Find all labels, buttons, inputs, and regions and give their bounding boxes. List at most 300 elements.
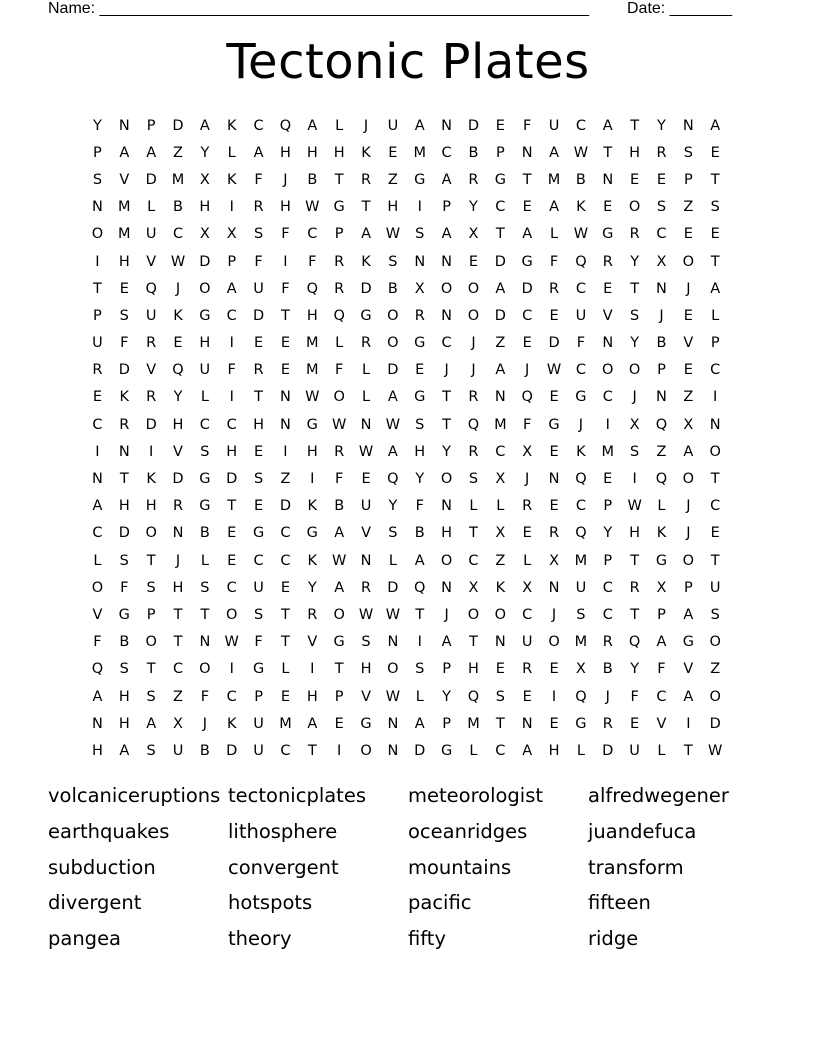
grid-letter: W [385,688,401,705]
grid-letter: R [414,307,425,324]
grid-letter: I [229,199,234,216]
grid-letter: L [657,498,666,515]
grid-letter: J [686,525,691,542]
grid-letter: T [173,634,183,651]
grid-letter: L [227,144,236,161]
grid-letter: T [710,552,720,569]
grid-letter: K [576,443,586,460]
word-list-item: pangea [48,927,122,951]
word-list-item: tectonicplates [228,784,366,807]
grid-letter: B [575,171,586,188]
grid-letter: Q [521,389,533,406]
grid-letter: J [175,552,181,569]
grid-letter: E [549,307,559,324]
grid-letter: T [630,280,640,297]
grid-letter: L [469,498,478,515]
grid-letter: B [173,199,183,216]
grid-letter: W [331,552,347,569]
grid-letter: S [146,579,156,596]
grid-letter: N [656,389,667,406]
grid-letter: C [575,280,586,297]
grid-letter: G [414,389,426,406]
grid-letter: I [229,661,234,678]
grid-letter: O [467,280,480,297]
grid-row [84,411,729,438]
grid-letter: X [199,171,210,188]
grid-letter: Q [575,253,587,270]
grid-letter: X [414,280,425,297]
grid-letter: J [605,688,610,705]
grid-letter: N [682,117,694,134]
grid-letter: G [306,525,318,542]
grid-letter: R [468,171,479,188]
grid-letter: N [172,525,184,542]
grid-letter: J [444,362,449,379]
grid-letter: L [361,362,371,379]
grid-letter: E [683,226,693,243]
grid-letter: T [93,280,102,297]
grid-letter: A [253,144,264,161]
grid-letter: H [468,661,479,678]
grid-letter: Q [655,416,668,433]
grid-letter: O [467,606,480,623]
grid-letter: L [147,199,156,216]
grid-letter: G [575,715,587,732]
grid-letter: T [281,606,290,623]
grid-letter: F [334,362,344,379]
grid-letter: C [495,443,506,460]
grid-letter: Q [655,471,668,488]
grid-letter: T [146,552,156,569]
grid-letter: T [254,389,264,406]
grid-letter: B [307,171,318,188]
grid-letter: B [119,634,130,651]
grid-letter: O [628,362,641,379]
grid-letter: A [710,117,721,134]
grid-letter: M [171,171,185,188]
grid-letter: G [360,307,372,324]
grid-letter: N [709,416,721,433]
grid-letter: M [601,443,615,460]
grid-letter: R [468,443,479,460]
grid-letter: T [334,661,344,678]
grid-letter: S [146,688,156,705]
grid-letter: A [495,362,506,379]
grid-letter: C [710,498,721,515]
grid-letter: L [549,226,559,243]
grid-letter: H [306,688,318,705]
grid-letter: N [441,253,453,270]
grid-letter: N [521,715,533,732]
grid-letter: P [657,606,666,623]
grid-letter: D [253,307,265,324]
grid-letter: V [307,634,318,651]
grid-letter: U [575,307,587,324]
grid-letter: H [548,742,560,759]
grid-letter: O [494,606,507,623]
grid-letter: L [200,552,209,569]
grid-letter: V [146,253,157,270]
grid-letter: U [145,307,157,324]
grid-letter: L [388,552,397,569]
grid-letter: K [361,144,371,161]
grid-letter: J [632,389,637,406]
grid-letter: S [415,226,425,243]
grid-letter: R [172,498,184,515]
grid-letter: C [441,144,452,161]
grid-letter: N [360,416,372,433]
grid-letter: S [710,606,720,623]
grid-letter: N [387,634,399,651]
grid-letter: C [522,606,533,623]
grid-letter: A [522,226,533,243]
grid-letter: G [440,742,453,759]
word-list-item: oceanridges [408,819,528,843]
grid-letter: C [602,606,613,623]
grid-letter: T [469,634,478,651]
grid-letter: S [119,307,129,324]
grid-letter: G [494,171,506,188]
grid-row [84,194,729,221]
grid-letter: C [495,199,506,216]
grid-letter: Y [442,443,452,460]
grid-letter: N [118,443,130,460]
grid-letter: I [229,389,234,406]
grid-letter: K [226,117,237,134]
grid-letter: F [415,498,424,515]
grid-letter: S [200,443,210,460]
grid-letter: O [226,606,238,623]
grid-letter: B [387,280,398,297]
grid-letter: V [119,171,130,188]
grid-letter: U [548,117,560,134]
grid-letter: Y [388,498,398,515]
grid-letter: D [145,171,157,188]
grid-letter: H [279,199,291,216]
grid-row [84,275,729,302]
grid-letter: E [683,362,693,379]
grid-letter: D [494,253,506,270]
grid-letter: R [602,253,613,270]
grid-letter: Q [467,416,480,433]
grid-letter: B [199,742,210,759]
grid-letter: S [253,226,264,243]
grid-letter: E [280,688,291,705]
grid-letter: A [334,525,345,542]
grid-letter: G [252,525,265,542]
grid-letter: J [283,171,288,188]
grid-letter: D [494,307,506,324]
grid-letter: E [549,715,559,732]
grid-letter: N [602,171,614,188]
grid-letter: O [91,579,104,596]
grid-letter: Y [657,117,666,134]
grid-letter: C [602,389,613,406]
grid-letter: S [415,416,425,433]
grid-letter: T [415,606,425,623]
grid-letter: M [574,634,588,651]
grid-letter: Y [307,579,317,596]
grid-letter: J [686,498,691,515]
grid-letter: N [199,634,211,651]
grid-letter: I [310,661,315,678]
grid-letter: N [280,416,291,433]
grid-letter: X [522,443,533,460]
grid-letter: V [92,606,103,623]
grid-letter: G [548,416,560,433]
grid-letter: W [305,389,320,406]
grid-letter: A [119,742,130,759]
grid-letter: T [469,525,478,542]
grid-letter: D [467,117,480,134]
grid-letter: N [280,389,291,406]
grid-letter: O [548,634,560,651]
grid-letter: G [199,307,211,324]
grid-letter: N [656,280,667,297]
grid-letter: W [385,606,401,623]
grid-letter: R [334,443,345,460]
grid-letter: D [172,117,184,134]
grid-letter: X [656,253,667,270]
grid-letter: X [173,715,183,732]
grid-letter: O [199,280,211,297]
grid-letter: I [149,443,154,460]
grid-letter: F [657,661,666,678]
grid-letter: D [118,525,130,542]
grid-letter: A [387,443,398,460]
grid-letter: A [226,280,237,297]
grid-letter: E [92,389,103,406]
grid-letter: A [522,742,533,759]
grid-letter: L [415,688,424,705]
grid-letter: K [361,253,371,270]
grid-letter: V [146,362,157,379]
grid-letter: A [414,552,425,569]
grid-letter: Q [306,280,319,297]
grid-letter: E [710,525,720,542]
grid-letter: F [227,362,236,379]
grid-letter: U [575,579,587,596]
grid-letter: W [385,416,401,433]
grid-letter: D [118,362,130,379]
grid-letter: K [226,171,237,188]
grid-letter: A [549,199,559,216]
grid-letter: E [522,525,532,542]
grid-letter: E [630,715,640,732]
word-list-item: subduction [48,855,156,879]
grid-letter: E [522,199,532,216]
grid-letter: X [468,579,479,596]
grid-letter: D [548,335,560,352]
grid-letter: W [170,253,186,270]
grid-letter: A [549,144,559,161]
grid-letter: Z [683,389,694,406]
grid-letter: A [414,715,425,732]
grid-letter: D [521,280,533,297]
grid-letter: N [360,552,372,569]
grid-letter: X [549,552,559,569]
grid-letter: T [683,742,693,759]
grid-letter: E [710,226,720,243]
grid-letter: D [199,253,211,270]
grid-letter: L [523,552,532,569]
grid-letter: I [605,416,610,433]
page-title: Tectonic Plates [226,34,590,90]
grid-letter: V [683,661,694,678]
grid-letter: X [495,525,506,542]
grid-letter: E [280,335,291,352]
grid-letter: R [656,144,667,161]
grid-letter: A [710,280,721,297]
grid-letter: O [360,742,372,759]
grid-row [84,438,729,465]
grid-letter: U [253,579,264,596]
grid-letter: C [656,226,667,243]
grid-letter: R [253,199,264,216]
grid-letter: M [279,715,292,732]
grid-letter: E [361,471,371,488]
grid-letter: E [603,471,613,488]
grid-letter: W [385,226,401,243]
grid-letter: C [92,416,103,433]
grid-letter: H [414,443,426,460]
grid-letter: S [630,307,640,324]
grid-row [84,330,729,357]
grid-letter: O [199,661,211,678]
grid-letter: G [333,634,345,651]
grid-letter: U [145,226,157,243]
grid-letter: R [629,226,640,243]
word-list-item: mountains [408,855,512,879]
grid-letter: I [686,715,691,732]
grid-row [84,465,729,492]
grid-letter: H [333,144,345,161]
grid-letter: G [252,661,265,678]
grid-row [84,248,729,275]
grid-letter: H [172,416,184,433]
grid-letter: E [468,253,479,270]
grid-letter: D [226,742,238,759]
grid-letter: J [444,606,449,623]
grid-letter: C [575,362,586,379]
grid-letter: O [333,606,345,623]
grid-letter: R [119,416,130,433]
grid-letter: P [146,117,156,134]
grid-letter: L [496,498,505,515]
grid-letter: K [173,307,183,324]
grid-letter: A [92,688,103,705]
grid-row [84,737,729,764]
grid-letter: T [334,171,344,188]
grid-letter: Z [173,688,183,705]
date-field-label: Date: _______ [627,0,732,17]
grid-letter: O [709,443,721,460]
grid-letter: E [119,280,129,297]
grid-letter: R [360,335,372,352]
grid-letter: L [711,307,720,324]
grid-letter: F [523,117,532,134]
grid-letter: S [656,199,667,216]
word-list-item: lithosphere [228,819,338,843]
grid-letter: T [495,226,505,243]
grid-letter: H [441,525,453,542]
grid-letter: N [414,253,426,270]
grid-letter: E [549,389,559,406]
grid-letter: S [361,634,371,651]
grid-letter: E [254,498,264,515]
grid-letter: Y [630,335,640,352]
word-list-item: theory [228,927,292,951]
grid-letter: G [306,416,318,433]
grid-letter: C [280,742,291,759]
grid-letter: H [172,579,184,596]
grid-letter: E [254,335,264,352]
grid-letter: M [413,144,426,161]
grid-letter: O [387,661,399,678]
grid-letter: T [710,253,720,270]
grid-letter: I [337,742,342,759]
grid-letter: W [573,144,589,161]
grid-letter: Z [683,199,694,216]
grid-letter: C [468,552,479,569]
grid-letter: J [578,416,584,433]
grid-letter: P [657,362,666,379]
grid-letter: N [441,498,453,515]
grid-letter: Q [414,579,426,596]
grid-letter: E [415,362,425,379]
word-list-item: earthquakes [48,819,170,843]
grid-letter: A [361,226,371,243]
grid-letter: C [602,579,613,596]
grid-letter: Z [495,552,506,569]
grid-letter: P [93,144,102,161]
grid-letter: Q [279,117,292,134]
grid-letter: U [360,498,372,515]
grid-letter: M [467,715,480,732]
grid-letter: O [91,226,104,243]
grid-row [84,710,729,737]
grid-letter: O [145,525,157,542]
grid-letter: G [655,552,668,569]
grid-letter: D [226,471,238,488]
grid-letter: T [630,117,640,134]
grid-letter: S [253,471,264,488]
grid-letter: R [360,579,372,596]
grid-letter: C [253,117,264,134]
grid-letter: T [119,471,129,488]
grid-letter: H [145,498,157,515]
grid-letter: J [471,362,476,379]
grid-letter: L [200,389,209,406]
grid-letter: G [199,498,211,515]
grid-letter: R [307,606,318,623]
grid-letter: X [226,226,237,243]
grid-letter: R [360,171,372,188]
grid-letter: T [146,661,156,678]
grid-letter: T [710,471,720,488]
grid-letter: K [307,552,318,569]
grid-letter: J [363,117,369,134]
grid-letter: T [630,552,640,569]
grid-letter: F [93,634,102,651]
grid-letter: C [226,307,237,324]
grid-letter: K [656,525,667,542]
grid-letter: Y [442,688,452,705]
grid-letter: D [360,280,372,297]
grid-row [84,520,729,547]
grid-row [84,656,729,683]
grid-letter: H [91,742,103,759]
